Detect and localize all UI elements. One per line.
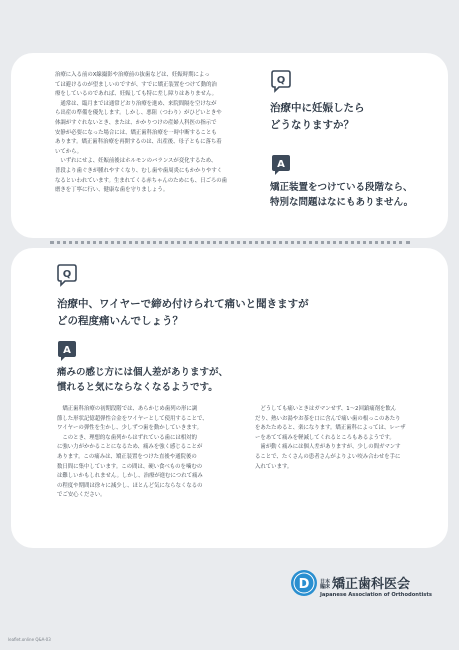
pregnancy-answer: 矯正装置をつけている段階なら、 特別な問題はなにもありません。	[270, 182, 414, 208]
wire-pain-question: 治療中、ワイヤーで締め付けられて痛いと聞きますが どの程度痛いんでしょう？	[57, 298, 309, 327]
association-name: 矯正歯科医会	[332, 577, 411, 592]
svg-text:A: A	[277, 159, 285, 170]
association-prefix: 日本 臨床	[320, 578, 331, 590]
association-emblem-icon	[290, 569, 318, 597]
question-bubble-icon	[270, 69, 292, 93]
pregnancy-body-text: 治療に入る前のX線撮影や治療前の抜歯などは、妊娠時期によっ ては避けるのが望ましいのですが、すでに矯正装置をつけて動的治 療をしているのであれば、妊娠しても特に差し障りはありません。 通常は、臨月までは通常どおり治療を進め、来院間隔を空けなが ら出産の準備を優先します。しかし、悪阻（つわり）がひどいときや 体調がすぐれないとき、または、かかりつけの産婦人科医の指示で 安静が必要になった場合には、矯正歯科治療を一時中断することも あります。矯正歯科治療を再開するのは、出産後、母子ともに落ち着 いてから。 いずれにせよ、妊娠前後はホルモンのバランスが変化するため、 普段より歯ぐきが腫れやすくなり、むし歯や歯周炎にもかかりやすく なるといわれています。生まれてくる赤ちゃんのためにも、日ごろの歯 磨きを丁寧に行い、健康な歯を守りましょう。	[55, 72, 228, 194]
wire-pain-body-right: どうしても痛いときはガマンせず、1〜2回鎮痛剤を飲ん だり、熱いお湯やお茶を口に含んで痛い歯の根っこのあたり をあたためると、楽になります。矯正歯科によっては、レーザ ーをあてて痛みを軽減してくれるところもあるようです。 歯が動く痛みには個人差がありますが、少しの間ガマンす ることで、たくさんの患者さんがよりよい咬み合わせを手に 入れています。	[255, 406, 406, 470]
qa-card-wire-pain	[11, 248, 448, 548]
emblem-letter: D	[298, 577, 310, 592]
svg-text:Q: Q	[62, 269, 72, 280]
wire-pain-body-left: 矯正歯科治療の初期段階では、あらかじめ歯列の形に調 節した形状記憶超弾性合金をワイヤーとして使用することで、 ワイヤーの弾性を生かし、少しずつ歯を動かしていきます。 このとき、理想的な歯列からはずれている歯には相対的 に強い力がかかることになるため、痛みを強く感じることが あります。この痛みは、矯正装置をつけた直後や通院後の 数日間に集中しています。この間は、硬い食べものを噛むの は難しいかもしれません。しかし、治療が進むにつれて痛み の程度や期間は徐々に減少し、ほとんど気にならなくなるの でご安心ください。	[57, 406, 208, 499]
question-bubble-icon	[56, 263, 78, 287]
answer-bubble-icon	[56, 339, 78, 363]
svg-text:Q: Q	[276, 75, 286, 86]
footer-code: leaflet.online Q&A-03	[8, 637, 51, 642]
association-name-en: Japanese Association of Orthodontists	[320, 592, 432, 598]
pregnancy-question: 治療中に妊娠したら どうなりますか？	[270, 102, 365, 131]
association-name-ja	[320, 573, 410, 592]
answer-bubble-icon	[270, 153, 292, 177]
wire-pain-answer: 痛みの感じ方には個人差がありますが、 慣れると気にならなくなるようです。	[57, 367, 229, 393]
section-divider	[50, 241, 410, 244]
svg-text:A: A	[63, 345, 71, 356]
